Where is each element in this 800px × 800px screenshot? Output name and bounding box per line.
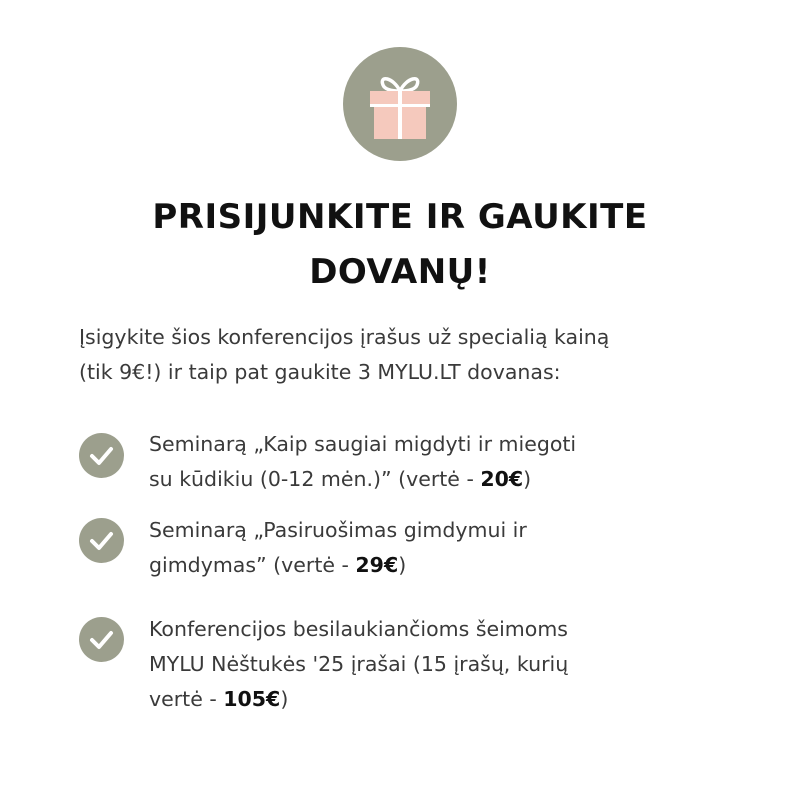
gift-item-1-price: 20€	[480, 467, 524, 491]
gift-item-2-price: 29€	[355, 553, 399, 577]
gift-item-3-text	[149, 612, 729, 717]
gift-item-3-line-3-text: vertė -	[149, 687, 224, 711]
gift-item-2-text	[149, 513, 729, 583]
gift-item-2-line-1: Seminarą „Pasiruošimas gimdymui ir	[149, 518, 527, 542]
headline-line-1: PRISIJUNKITE IR GAUKITE	[152, 197, 648, 237]
gift-item-1-line-2-text: su kūdikiu (0-12 mėn.)” (vertė -	[149, 467, 481, 491]
gift-item-3-close: )	[280, 687, 289, 711]
gift-item-3-line-2: MYLU Nėštukės '25 įrašai (15 įrašų, kurių	[149, 652, 569, 676]
check-icon	[79, 518, 124, 563]
headline-line-2: DOVANŲ!	[309, 252, 491, 292]
check-icon	[79, 433, 124, 478]
gift-item-1-line-2	[149, 462, 729, 497]
gift-item-3-price: 105€	[223, 687, 281, 711]
intro-line-1: Įsigykite šios konferencijos įrašus už specialią kainą	[79, 325, 610, 349]
gift-item-1-line-1: Seminarą „Kaip saugiai migdyti ir miegoti	[149, 432, 577, 456]
gift-item-1-close: )	[523, 467, 532, 491]
gift-item-3-line-3	[149, 682, 729, 717]
intro-line-2: (tik 9€!) ir taip pat gaukite 3 MYLU.LT dovanas:	[79, 360, 561, 384]
gift-item-3-line-1: Konferencijos besilaukiančioms šeimoms	[149, 617, 568, 641]
gift-item-1-text	[149, 427, 729, 497]
gift-item-2-line-2	[149, 548, 729, 583]
gift-item-2-line-2-text: gimdymas” (vertė -	[149, 553, 356, 577]
check-icon	[79, 617, 124, 662]
gift-item-2-close: )	[398, 553, 407, 577]
